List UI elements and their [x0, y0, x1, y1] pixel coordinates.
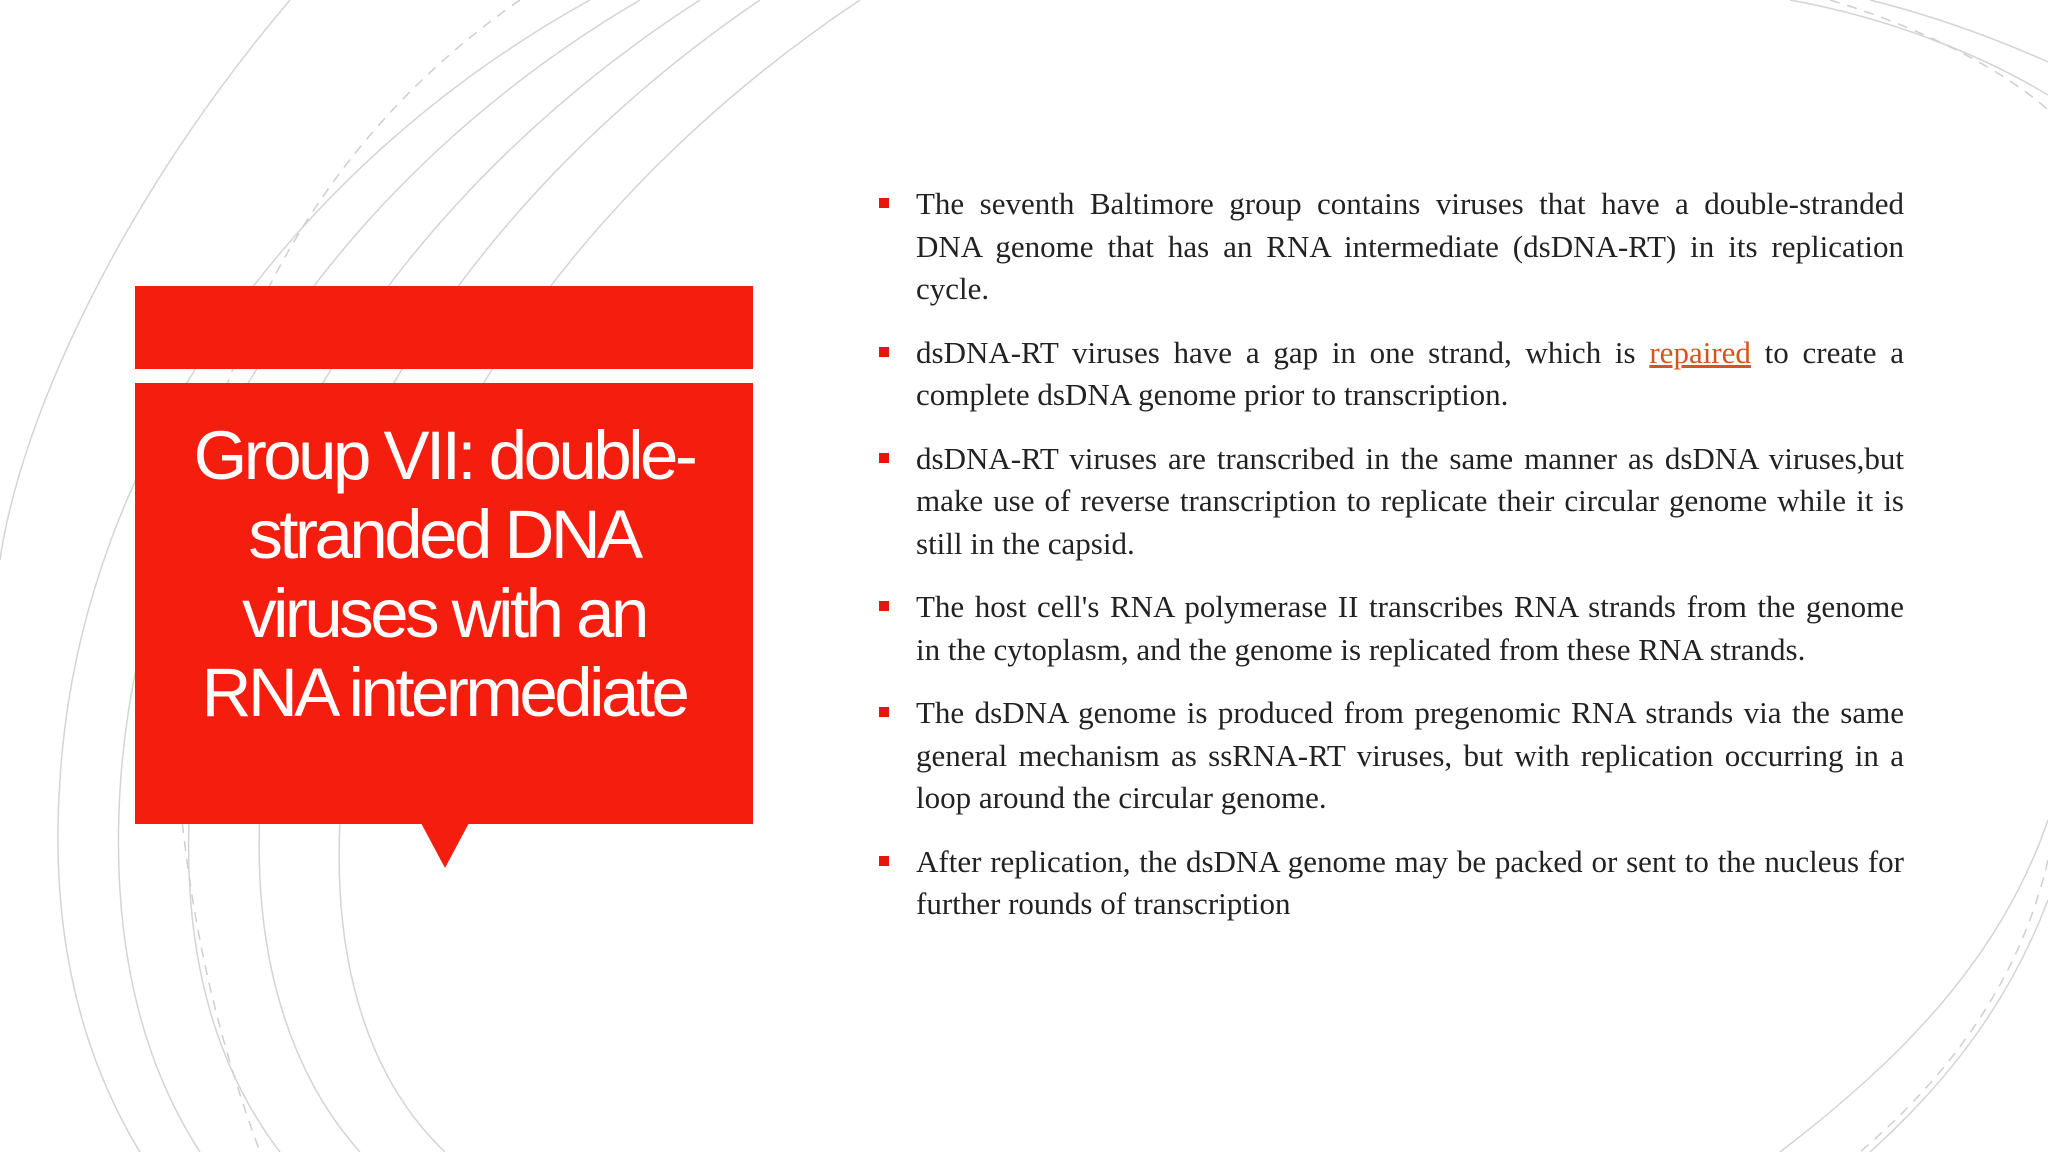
list-item — [878, 586, 1904, 671]
bullet-text: The dsDNA genome is produced from pregenomic RNA strands via the same general mechanism as ssRNA-RT viruses, but with replication occurring in a loop around the circular genome. — [916, 695, 1904, 815]
bullet-list — [878, 183, 1904, 947]
square-bullet-icon — [879, 601, 889, 611]
title-accent-bar — [135, 286, 753, 369]
bullet-text: dsDNA-RT viruses are transcribed in the same manner as dsDNA viruses,but make use of reverse transcription to replicate their circular genome while it is still in the capsid. — [916, 440, 1904, 561]
bullet-text-after-link: to create a complete dsDNA genome prior to transcription. — [916, 334, 1904, 412]
list-item — [878, 692, 1904, 820]
square-bullet-icon — [879, 453, 889, 463]
list-item — [878, 332, 1904, 417]
bullet-text: After replication, the dsDNA genome may be packed or sent to the nucleus for further rounds of transcription — [916, 843, 1904, 921]
list-item — [878, 183, 1904, 311]
slide-title: Group VII: double-stranded DNA viruses with an RNA intermediate — [193, 416, 695, 731]
square-bullet-icon — [879, 707, 889, 717]
square-bullet-icon — [879, 198, 889, 208]
bullet-text-before-link: dsDNA-RT viruses have a gap in one strand, which is — [916, 334, 1650, 370]
bullet-text: The host cell's RNA polymerase II transcribes RNA strands from the genome in the cytoplasm, and the genome is replicated from these RNA strands. — [916, 589, 1904, 667]
square-bullet-icon — [879, 856, 889, 866]
bullet-text — [916, 335, 1904, 413]
title-pointer — [421, 823, 469, 868]
bullet-text: The seventh Baltimore group contains viruses that have a double-stranded DNA genome that has an RNA intermediate (dsDNA-RT) in its replication cycle. — [916, 186, 1904, 306]
repaired-link[interactable]: repaired — [1649, 334, 1751, 370]
square-bullet-icon — [879, 347, 889, 357]
list-item — [878, 841, 1904, 926]
list-item — [878, 438, 1904, 566]
